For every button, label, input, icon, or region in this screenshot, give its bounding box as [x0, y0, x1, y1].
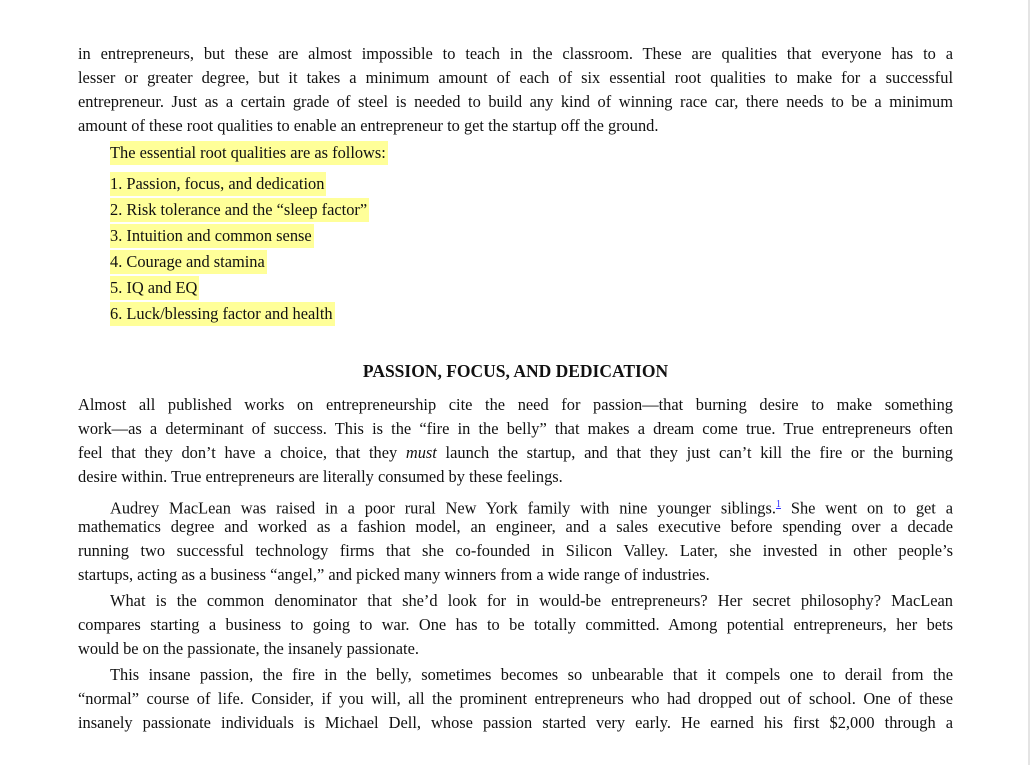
text-line: desire within. True entrepreneurs are literally consumed by these feelings.: [78, 467, 563, 486]
list-item: 3. Intuition and common sense: [110, 224, 314, 248]
text-segment: launch the startup, and that they just can’t kill the fire or the burning: [436, 443, 954, 462]
text-line: insanely passionate individuals is Michael Dell, whose passion started very early. He earned his first $2,000 through a: [78, 713, 953, 732]
text-segment: She went on to get a: [780, 498, 953, 518]
section-heading: PASSION, FOCUS, AND DEDICATION: [362, 361, 669, 381]
text-line: amount of these root qualities to enable an entrepreneur to get the startup off the ground.: [78, 116, 659, 135]
text-line: in entrepreneurs, but these are almost impossible to teach in the classroom. These are qualities that everyone has to a: [78, 44, 953, 63]
text-segment: Audrey MacLean was raised in a poor rural New York family with nine younger siblings.: [110, 498, 776, 518]
list-item: 5. IQ and EQ: [110, 276, 199, 300]
text-segment: feel that they don’t have a choice, that they: [78, 443, 406, 462]
text-line: lesser or greater degree, but it takes a minimum amount of each of six essential root qualities to make for a successful: [78, 68, 953, 87]
text-line: running two successful technology firms that she co-founded in Silicon Valley. Later, she invested in other people’s: [78, 541, 953, 560]
text-line: [110, 491, 953, 518]
text-line: would be on the passionate, the insanely passionate.: [78, 639, 419, 658]
text-line: entrepreneur. Just as a certain grade of steel is needed to build any kind of winning race car, there needs to be a minimum: [78, 92, 953, 111]
text-line: [78, 441, 953, 465]
text-line: What is the common denominator that she’d look for in would-be entrepreneurs? Her secret philosophy? MacLean: [110, 591, 953, 610]
list-item: 4. Courage and stamina: [110, 250, 267, 274]
emphasis: must: [405, 443, 437, 462]
list-intro: The essential root qualities are as follows:: [110, 141, 388, 165]
footnote-link[interactable]: 1: [775, 499, 781, 510]
list-item: 1. Passion, focus, and dedication: [110, 172, 326, 196]
text-line: “normal” course of life. Consider, if you will, all the prominent entrepreneurs who had dropped out of school. One of these: [78, 689, 953, 708]
list-item: 2. Risk tolerance and the “sleep factor”: [110, 198, 369, 222]
text-line: compares starting a business to going to war. One has to be totally committed. Among potential entrepreneurs, her bets: [78, 615, 953, 634]
text-line: startups, acting as a business “angel,” and picked many winners from a wide range of industries.: [78, 565, 710, 584]
text-line: work—as a determinant of success. This is the “fire in the belly” that makes a dream come true. True entrepreneurs often: [78, 419, 953, 438]
text-line: mathematics degree and worked as a fashion model, an engineer, and a sales executive before spending over a decade: [78, 517, 953, 536]
list-item: 6. Luck/blessing factor and health: [110, 302, 335, 326]
text-line: This insane passion, the fire in the belly, sometimes becomes so unbearable that it compels one to derail from the: [110, 665, 953, 684]
text-line: Almost all published works on entrepreneurship cite the need for passion—that burning desire to make something: [78, 395, 953, 414]
